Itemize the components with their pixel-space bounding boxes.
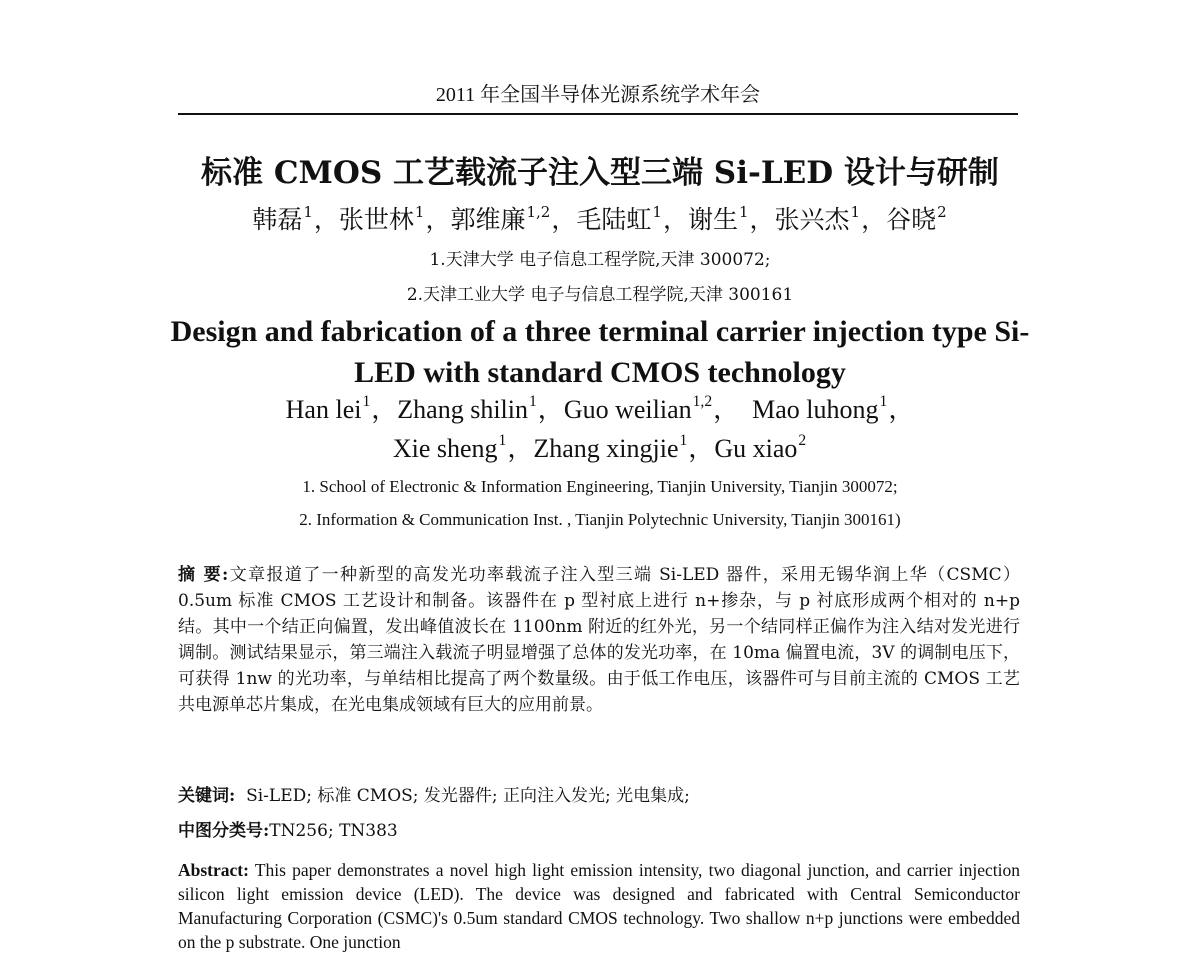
author: Mao luhong$^1$ [752, 393, 888, 424]
en-author-list: Han lei$^1$，Zhang shilin$^1$，Guo weilian$^{1,2}$， Mao luhong$^1$， [285, 393, 915, 424]
clc-label: 中图分类号: [178, 821, 270, 841]
running-header: 2011 年全国半导体光源系统学术年会 [435, 84, 761, 106]
author: 张兴杰$^1$ [774, 202, 861, 234]
author: Zhang shilin$^1$ [397, 393, 537, 424]
author: 韩磊$^1$ [252, 202, 313, 234]
author: 张世林$^1$ [338, 202, 425, 234]
clc-text: TN256; TN383 [269, 821, 398, 841]
abstract-en-label: Abstract: [178, 860, 249, 880]
keywords-text: Si-LED; 标准 CMOS; 发光器件; 正向注入发光; 光电集成; [246, 786, 690, 806]
en-affiliation: 1. School of Electronic & Information Engineering, Tianjin University, Tianjin 300072; [302, 477, 898, 496]
classification-number [178, 818, 1020, 844]
keywords [178, 783, 1020, 809]
author: Guo weilian$^{1,2}$ [563, 393, 713, 424]
en-title: Design and fabrication of a three terminal carrier injection type Si-LED with standard CMOS technology [170, 315, 1030, 389]
author: Xie sheng$^1$ [392, 432, 507, 463]
author: Gu xiao$^2$ [714, 432, 807, 463]
abstract-en [178, 858, 1020, 954]
header-rule [178, 113, 1018, 115]
author: 毛陆虹$^1$ [576, 202, 662, 234]
author: 郭维廉$^{1,2}$ [450, 202, 551, 234]
abstract-cn [178, 562, 1020, 718]
cn-affiliation: 1.天津大学 电子信息工程学院,天津 300072; [429, 250, 771, 270]
author: 谢生$^1$ [687, 202, 749, 234]
abstract-cn-label: 摘 要: [178, 565, 229, 585]
abstract-cn-text: 文章报道了一种新型的高发光功率载流子注入型三端 Si-LED 器件，采用无锡华润上华（CSMC） 0.5um 标准 CMOS 工艺设计和制备。该器件在 p 型衬底上进行 n+掺杂，与 p 衬底形成两个相对的 n+p 结。其中一个结正向偏置，发出峰值波长在 1100nm 附近的红外光，另一个结同样正偏作为注入结对发光进行调制。测试结果显示，第三端注入载流子明显增强了总体的发光功率，在 10ma 偏置电流，3V 的调制电压下，可获得 1nw 的光功率，与单结相比提高了两个数量级。由于低工作电压，该器件可与目前主流的 CMOS 工艺共电源单芯片集成，在光电集成领域有巨大的应用前景。 [178, 565, 1020, 715]
en-affiliation: 2. Information & Communication Inst. , Tianjin Polytechnic University, Tianjin 300161) [299, 510, 901, 529]
keywords-label: 关键词: [178, 786, 236, 806]
author: 谷晓$^2$ [886, 202, 947, 234]
author: Zhang xingjie$^1$ [533, 432, 688, 463]
cn-affiliation: 2.天津工业大学 电子与信息工程学院,天津 300161 [406, 285, 794, 305]
cn-title: 标准 CMOS 工艺载流子注入型三端 Si-LED 设计与研制 [201, 155, 999, 191]
abstract-en-text: This paper demonstrates a novel high light emission intensity, two diagonal junction, and carrier injection silicon light emission device (LED). The device was designed and fabricated with Central Semiconductor Manufacturing Corporation (CSMC)'s 0.5um standard CMOS technology. Two shallow n+p junctions were embedded on the p substrate. One junction [178, 860, 1020, 952]
author: Han lei$^1$ [285, 393, 371, 424]
cn-author-list: 韩磊$^1$，张世林$^1$，郭维廉$^{1,2}$，毛陆虹$^1$，谢生$^1$，张兴杰$^1$，谷晓$^2$ [252, 202, 947, 234]
en-author-list: Xie sheng$^1$，Zhang xingjie$^1$，Gu xiao$^2$ [392, 432, 807, 463]
